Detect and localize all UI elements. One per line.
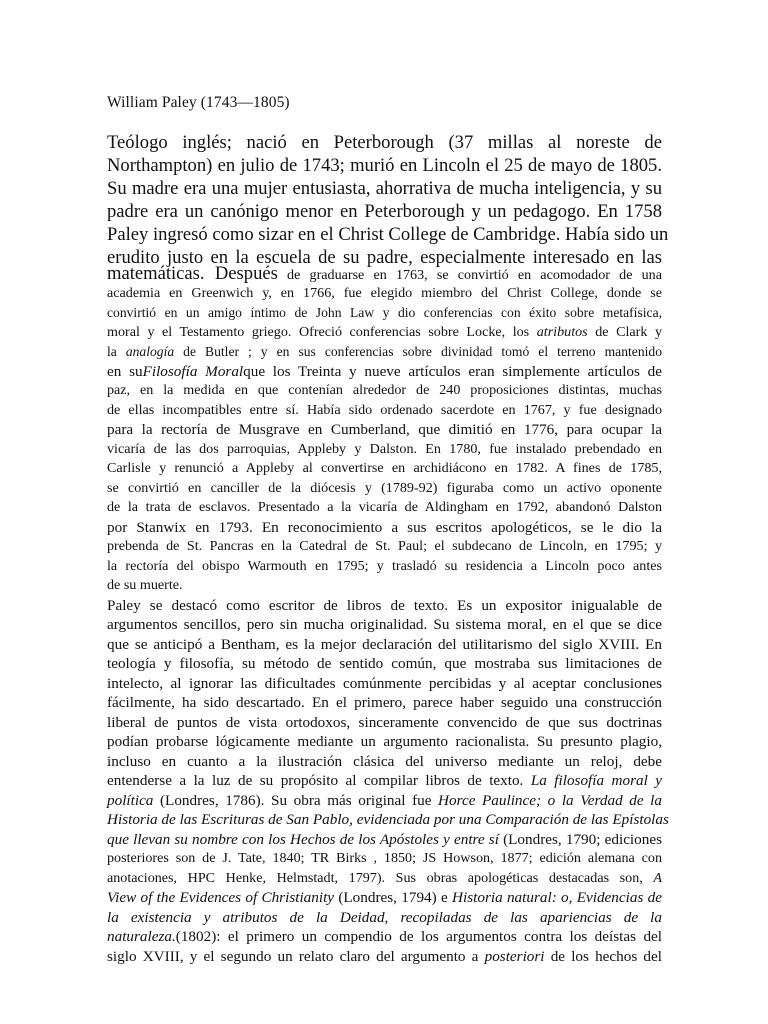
italic-run: View of the Evidences of Christianity: [107, 889, 335, 906]
italic-run: Filosofía Moral: [142, 362, 244, 380]
text-line: la rectoría del obispo Warmouth en 1795; y trasladó su residencia a Lincoln poco antes: [107, 557, 662, 574]
text-line: padre era un canónigo menor en Peterborough y un pedagogo. En 1758: [107, 201, 662, 222]
lead-paragraph: [107, 131, 669, 269]
text-line: de la trata de esclavos. Presentado a la vicaría de Aldingham en 1792, abandonó Dalston: [107, 499, 662, 515]
text-run: (Londres, 1794) e: [334, 889, 453, 906]
italic-run: analogía: [125, 344, 175, 359]
text-run: de graduarse en 1763, se convirtió en acomodador de una: [277, 267, 662, 283]
text-line: que se anticipó a Bentham, es la mejor declaración del utilitarismo del siglo XVIII. En: [107, 635, 662, 653]
text-line: [107, 362, 662, 382]
biography-paragraph: [107, 263, 669, 966]
italic-run: A: [653, 869, 662, 886]
text-line: Carlisle y renunció a Appleby al convertirse en archidiácono en 1782. A fines de 1785,: [107, 460, 662, 476]
text-run: de Clark y: [587, 323, 662, 340]
text-line: liberal de puntos de vista ortodoxos, sinceramente convencido de que sus doctrinas: [107, 713, 662, 731]
text-line: [107, 908, 662, 928]
text-line: [107, 342, 662, 362]
text-line: Teólogo inglés; nació en Peterborough (37 millas al noreste de: [107, 132, 662, 153]
text-line: de ellas incompatibles entre sí. Había sido ordenado sacerdote en 1767, y fue designado: [107, 401, 662, 418]
text-run: (Londres, 1790; ediciones: [498, 830, 662, 848]
text-line: prebenda de St. Pancras en la Catedral de St. Paul; el subdecano de Lincoln, en 1795; y: [107, 538, 662, 554]
italic-run: Horce Paulince; o la Verdad de la: [438, 791, 662, 809]
text-line: [107, 869, 662, 889]
text-run: que los Treinta y nueve artículos eran simplemente artículos de: [243, 362, 662, 380]
text-run: matemáticas. Después: [107, 263, 278, 284]
text-line: para la rectoría de Musgrave en Cumberland, que dimitió en 1776, para ocupar la: [107, 421, 662, 438]
italic-run: Historia natural: o, Evidencias de: [452, 889, 662, 906]
text-line: de su muerte.: [107, 577, 183, 593]
text-line: [107, 771, 662, 791]
text-line: por Stanwix en 1793. En reconocimiento a sus escritos apologéticos, se le dio la: [107, 518, 662, 536]
italic-run: que llevan su nombre con los Hechos de los Apóstoles y entre sí: [107, 830, 499, 848]
text-line: posteriores son de J. Tate, 1840; TR Birks , 1850; JS Howson, 1877; edición alemana con: [107, 850, 662, 866]
text-line: intelecto, al ignorar las dificultades comúnmente percibidas y al aceptar conclusiones: [107, 674, 662, 692]
text-line: se convirtió en canciller de la diócesis y (1789-92) figuraba como un activo oponente: [107, 479, 662, 496]
text-run: de los hechos del: [544, 947, 662, 965]
text-line: convirtió en un amigo íntimo de John Law y dio conferencias con éxito sobre metafísica,: [107, 305, 662, 320]
text-run: (1802): el primero un compendio de los argumentos contra los deístas del: [175, 928, 662, 945]
text-line: [107, 927, 662, 947]
text-run: (Londres, 1786). Su obra más original fue: [153, 791, 439, 809]
text-line: erudito justo en la escuela de su padre, especialmente interesado en las: [107, 247, 662, 268]
italic-run: La filosofía moral y: [530, 772, 663, 789]
text-run: moral y el Testamento griego. Ofreció conferencias sobre Locke, los: [107, 323, 537, 340]
italic-run: la existencia y atributos de la Deidad, recopiladas de las apariencias de la: [107, 908, 662, 926]
text-run: entenderse a la luz de su propósito al compilar libros de texto.: [107, 772, 531, 789]
text-line: podían probarse lógicamente mediante un argumento racionalista. Su presunto plagio,: [107, 733, 662, 750]
italic-run: atributos: [536, 323, 588, 340]
text-line: argumentos sencillos, pero sin mucha originalidad. Su sistema moral, en el que se dice: [107, 616, 662, 633]
text-line: incluso en cuanto a la ilustración clásica del universo mediante un reloj, debe: [107, 752, 662, 770]
text-line: vicaría de las dos parroquias, Appleby y Dalston. En 1780, fue instalado prebendado en: [107, 440, 662, 457]
italic-run: posteriori: [484, 947, 545, 965]
text-line: [107, 810, 669, 830]
text-line: Su madre era una mujer entusiasta, ahorrativa de mucha inteligencia, y su: [107, 178, 662, 199]
text-line: Paley ingresó como sizar en el Christ College de Cambridge. Había sido un: [107, 224, 669, 245]
text-line: [107, 947, 662, 967]
text-run: la: [107, 344, 126, 359]
text-run: siglo XVIII, y el segundo un relato claro del argumento a: [107, 947, 485, 965]
text-run: en su: [107, 362, 143, 380]
document-title: William Paley (1743—1805): [107, 94, 290, 111]
text-line: teología y filosofía, su método de sentido común, que mostraba sus limitaciones de: [107, 655, 662, 672]
italic-run: política: [107, 791, 154, 809]
text-line: [107, 791, 662, 811]
text-line: [107, 264, 662, 284]
italic-run: naturaleza.: [107, 928, 176, 945]
text-line: [107, 830, 662, 850]
text-run: de Butler ; y en sus conferencias sobre divinidad tomó el terreno mantenido: [174, 344, 662, 359]
text-line: [107, 888, 662, 908]
text-run: anotaciones, HPC Henke, Helmstadt, 1797). Sus obras apologéticas destacadas son,: [107, 869, 654, 886]
text-line: Northampton) en julio de 1743; murió en Lincoln el 25 de mayo de 1805.: [107, 155, 662, 176]
text-line: Paley se destacó como escritor de libros de texto. Es un expositor inigualable de: [107, 596, 662, 614]
text-line: academia en Greenwich y, en 1766, fue elegido miembro del Christ College, donde se: [107, 284, 662, 301]
text-line: [107, 323, 662, 343]
text-line: paz, en la medida en que contenían alrededor de 240 proposiciones distintas, muchas: [107, 382, 662, 398]
italic-run: Historia de las Escrituras de San Pablo, evidenciada por una Comparación de las Epístolas: [107, 811, 669, 828]
text-line: fácilmente, ha sido descartado. En el primero, parece haber seguido una construcción: [107, 694, 662, 711]
